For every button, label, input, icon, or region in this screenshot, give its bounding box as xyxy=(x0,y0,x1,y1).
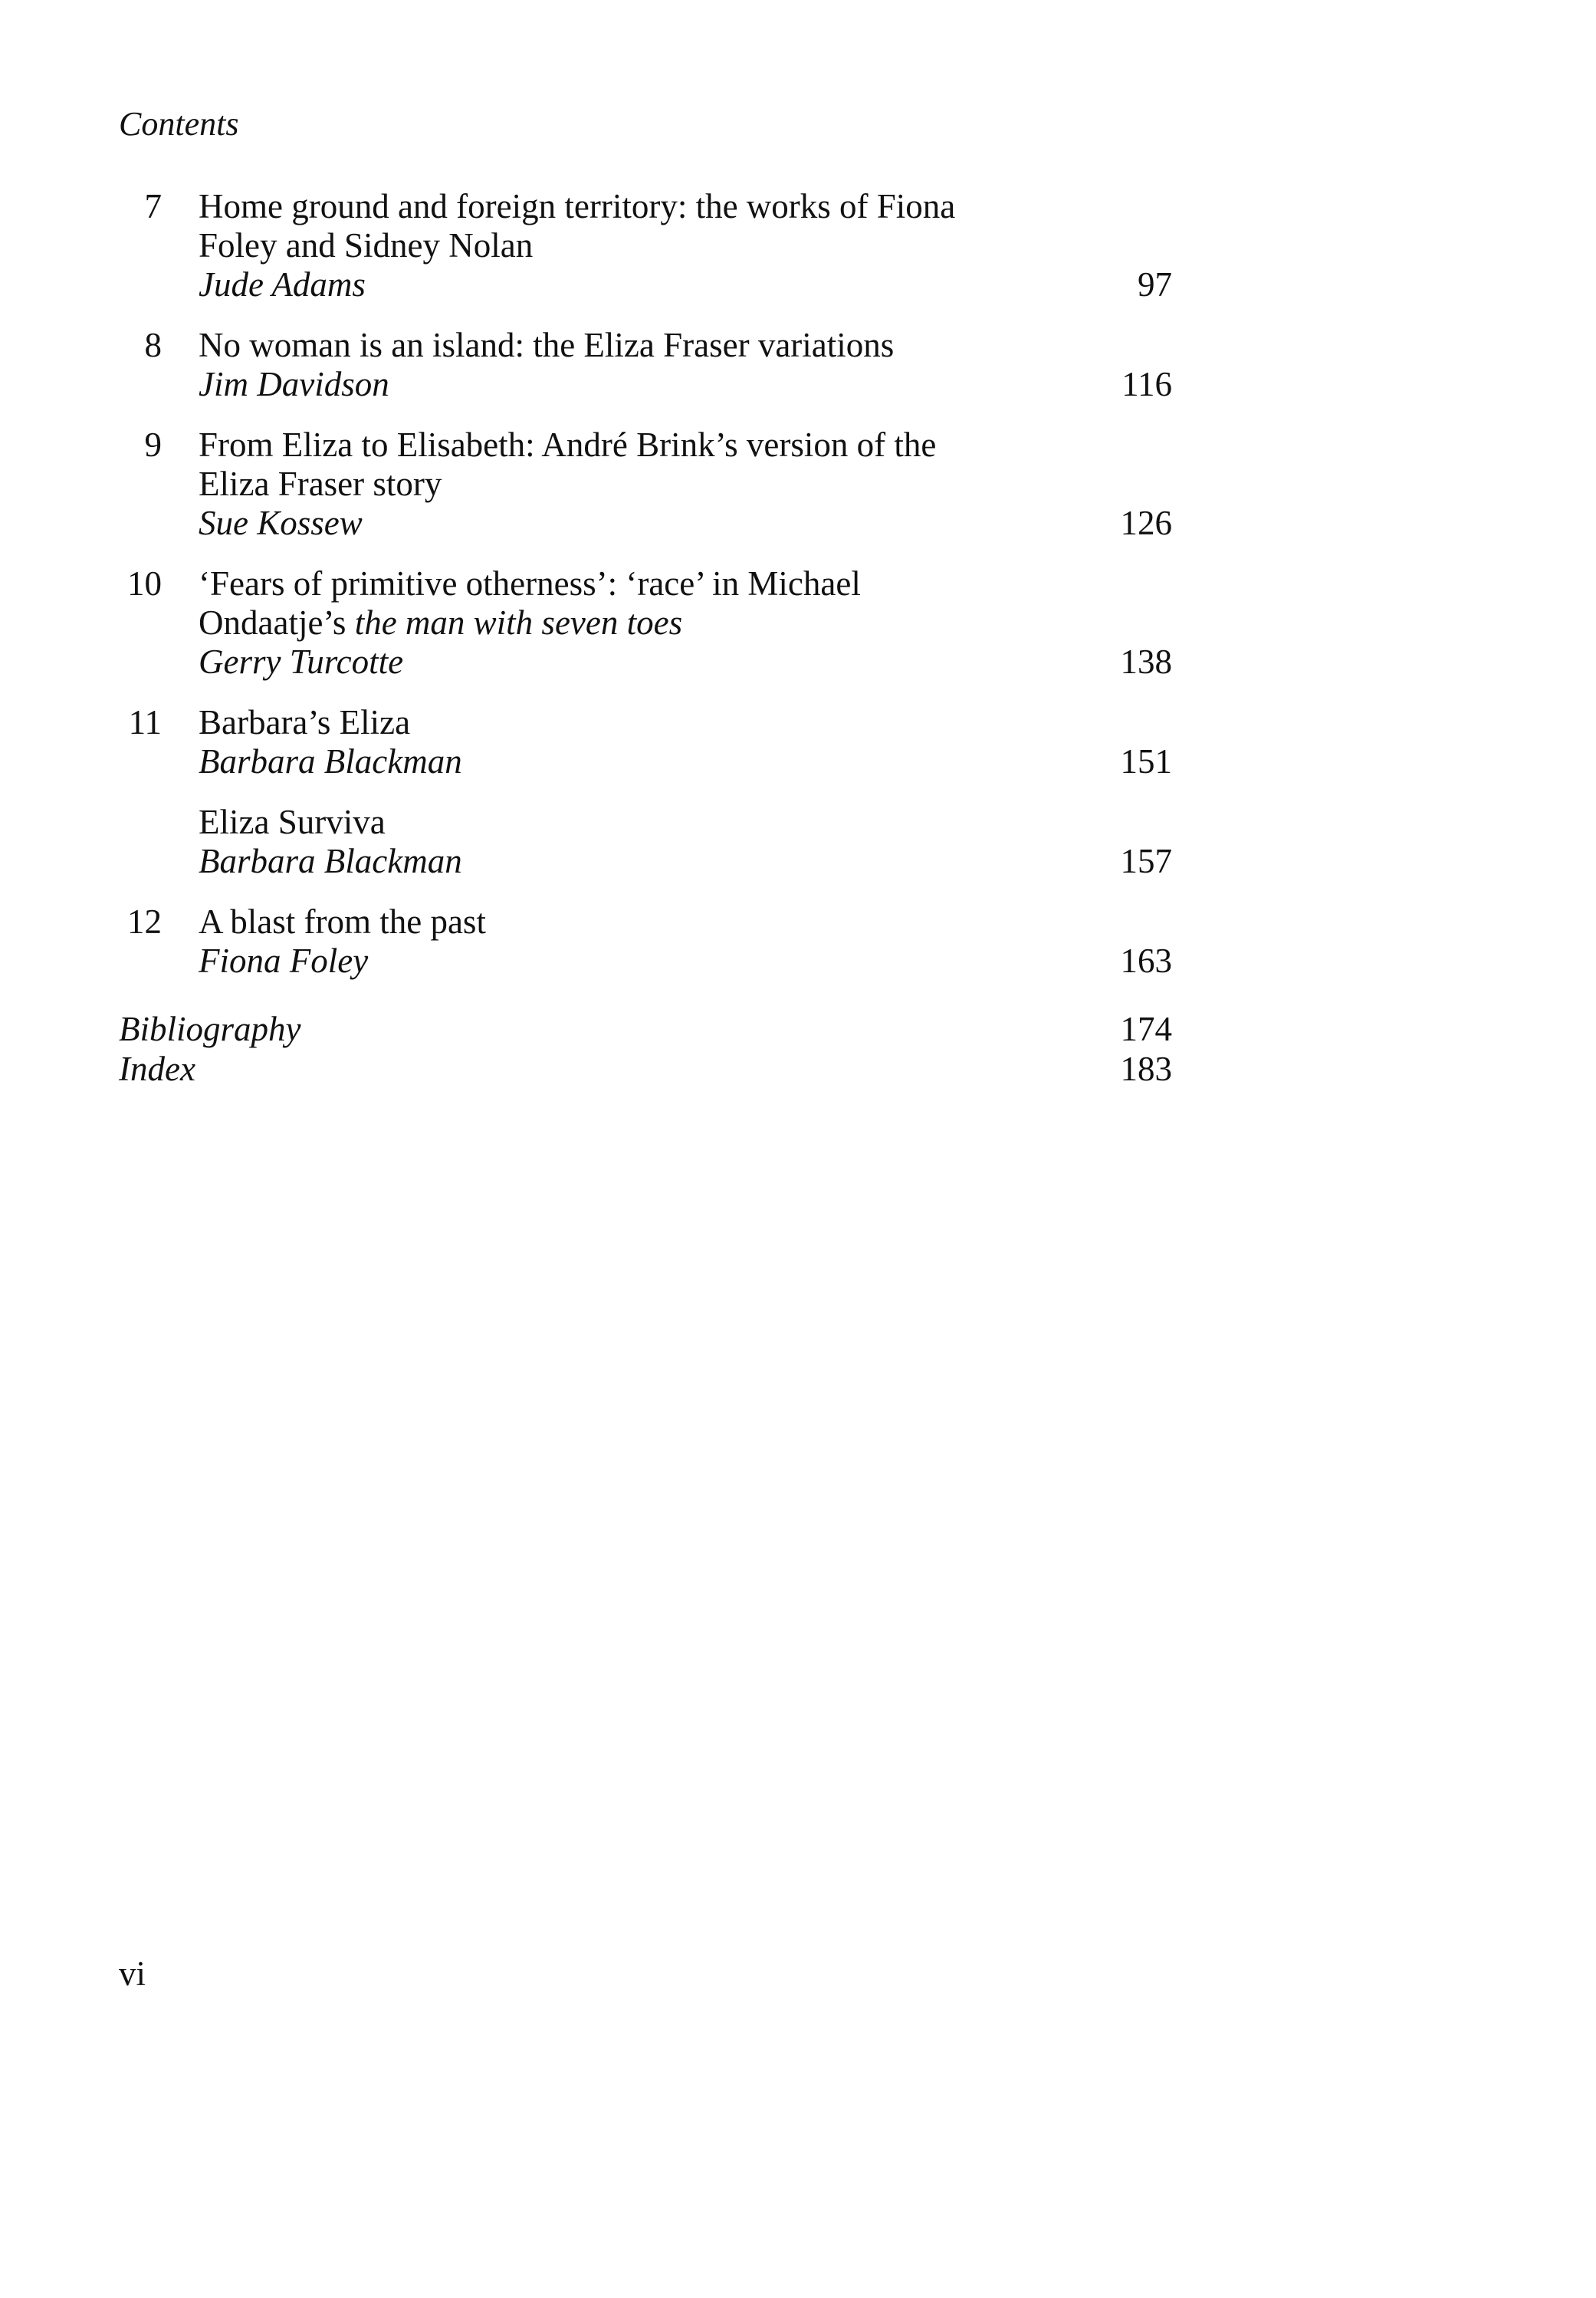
page-number: 163 xyxy=(1120,942,1172,980)
chapter-author: Jude Adams xyxy=(199,265,366,304)
back-matter xyxy=(119,1009,1172,1089)
toc-entry xyxy=(119,426,1172,543)
author-row xyxy=(199,265,1172,304)
author-row xyxy=(199,365,1172,404)
toc-entry-body xyxy=(199,902,1172,981)
index-label: Index xyxy=(119,1050,195,1088)
page-number: 151 xyxy=(1120,742,1172,781)
chapter-title-line: No woman is an island: the Eliza Fraser variations xyxy=(199,326,895,364)
back-matter-row xyxy=(119,1049,1172,1089)
toc-entry-body xyxy=(199,326,1172,404)
page-number: 174 xyxy=(1120,1010,1172,1048)
back-matter-row xyxy=(119,1009,1172,1049)
toc-entry-body xyxy=(199,426,1172,543)
chapter-author: Fiona Foley xyxy=(199,942,369,980)
toc-entry-body xyxy=(199,564,1172,682)
chapter-author: Barbara Blackman xyxy=(199,842,462,880)
page-number: 138 xyxy=(1120,643,1172,681)
chapter-title-line: Home ground and foreign territory: the works of Fiona xyxy=(199,187,956,225)
toc-entry-body xyxy=(199,703,1172,781)
chapter-number: 11 xyxy=(128,703,162,741)
chapter-title-line: Barbara’s Eliza xyxy=(199,703,411,741)
chapter-title-line: Eliza Fraser story xyxy=(199,465,442,503)
chapter-number: 9 xyxy=(144,426,162,464)
author-row xyxy=(199,643,1172,682)
toc-entry xyxy=(119,326,1172,404)
chapter-author: Jim Davidson xyxy=(199,365,389,403)
chapter-title-line: Foley and Sidney Nolan xyxy=(199,226,534,265)
toc-entry xyxy=(119,803,1172,881)
page-number: 126 xyxy=(1120,504,1172,542)
toc-entry xyxy=(119,564,1172,682)
chapter-title-line: From Eliza to Elisabeth: André Brink’s version of the xyxy=(199,426,937,464)
toc-entry-body xyxy=(199,803,1172,881)
chapter-title-line: A blast from the past xyxy=(199,902,486,941)
toc-entry xyxy=(119,703,1172,781)
chapter-author: Barbara Blackman xyxy=(199,742,462,781)
toc-entry-body xyxy=(199,187,1172,304)
chapter-number: 7 xyxy=(144,187,162,225)
book-title: the man with seven toes xyxy=(354,603,683,642)
chapter-author: Gerry Turcotte xyxy=(199,643,404,681)
page-folio: vi xyxy=(119,1954,146,1993)
page-number: 183 xyxy=(1120,1050,1172,1088)
chapter-title-line: ‘Fears of primitive otherness’: ‘race’ in Michael xyxy=(199,564,861,603)
toc-entry xyxy=(119,187,1172,304)
page-number: 116 xyxy=(1121,365,1172,403)
author-row xyxy=(199,942,1172,981)
author-row xyxy=(199,504,1172,543)
chapter-author: Sue Kossew xyxy=(199,504,363,542)
chapter-title-line: Eliza Surviva xyxy=(199,803,386,841)
chapter-number: 8 xyxy=(144,326,162,364)
chapter-number: 12 xyxy=(127,902,162,941)
author-row xyxy=(199,742,1172,781)
toc-entry xyxy=(119,902,1172,981)
author-row xyxy=(199,842,1172,881)
bibliography-label: Bibliography xyxy=(119,1010,301,1048)
page-number: 97 xyxy=(1138,265,1172,304)
table-of-contents xyxy=(119,187,1172,1002)
chapter-number: 10 xyxy=(127,564,162,603)
chapter-title-line: Ondaatje’s the man with seven toes xyxy=(199,603,683,642)
page-number: 157 xyxy=(1120,842,1172,880)
running-head: Contents xyxy=(119,105,239,143)
